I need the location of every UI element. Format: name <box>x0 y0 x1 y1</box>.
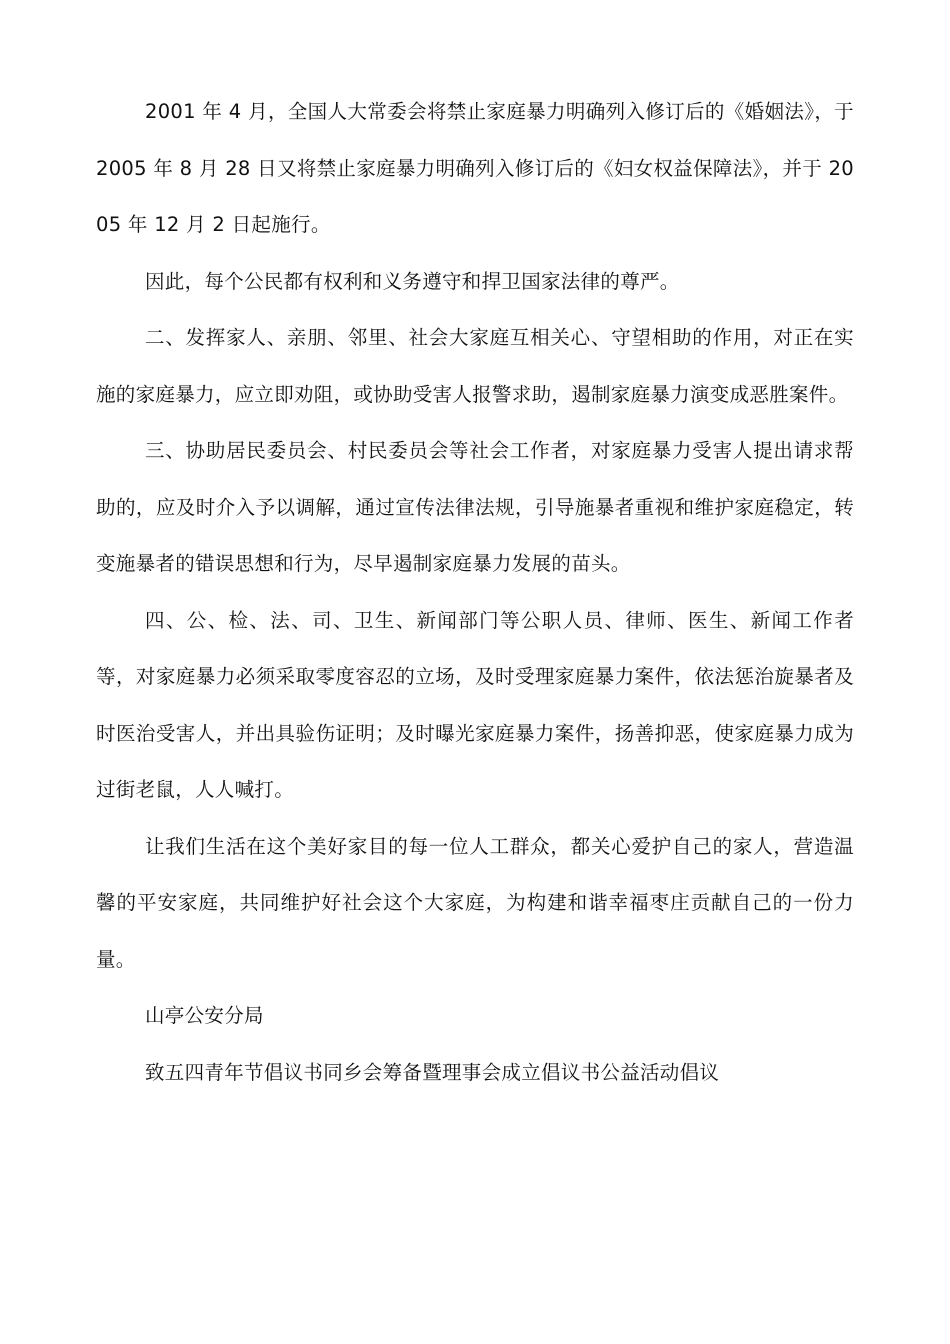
footer-title: 致五四青年节倡议书同乡会筹备暨理事会成立倡议书公益活动倡议 <box>145 1060 720 1084</box>
paragraph-item-two: 二、发挥家人、亲朋、邻里、社会大家庭互相关心、守望相助的作用，对正在实施的家庭暴力，应立即劝阻，或协助受害人报警求助，遏制家庭暴力演变成恶胜案件。 <box>96 326 854 406</box>
document-page <box>96 84 854 1101</box>
paragraph-closing-appeal: 让我们生活在这个美好家目的每一位人工群众，都关心爱护自己的家人，营造温馨的平安家庭，共同维护好社会这个大家庭，为构建和谐幸福枣庄贡献自己的一份力量。 <box>96 834 854 971</box>
paragraph-item-three: 三、协助居民委员会、村民委员会等社会工作者，对家庭暴力受害人提出请求帮助的，应及时介入予以调解，通过宣传法律法规，引导施暴者重视和维护家庭稳定，转变施暴者的错误思想和行为，尽早遏制家庭暴力发展的苗头。 <box>96 439 854 575</box>
paragraph-law-history: 2001 年 4 月，全国人大常委会将禁止家庭暴力明确列入修订后的《婚姻法》，于 2005 年 8 月 28 日又将禁止家庭暴力明确列入修订后的《妇女权益保障法》，并于 2005 年 12 月 2 日起施行。 <box>96 100 854 236</box>
signature: 山亭公安分局 <box>145 1004 264 1027</box>
paragraph-item-four: 四、公、检、法、司、卫生、新闻部门等公职人员、律师、医生、新闻工作者等，对家庭暴力必须采取零度容忍的立场，及时受理家庭暴力案件，依法惩治旋暴者及时医治受害人，并出具验伤证明；及时曝光家庭暴力案件，扬善抑恶，使家庭暴力成为过街老鼠，人人喊打。 <box>96 608 854 801</box>
paragraph-citizen-duty: 因此，每个公民都有权利和义务遵守和捍卫国家法律的尊严。 <box>145 269 680 293</box>
